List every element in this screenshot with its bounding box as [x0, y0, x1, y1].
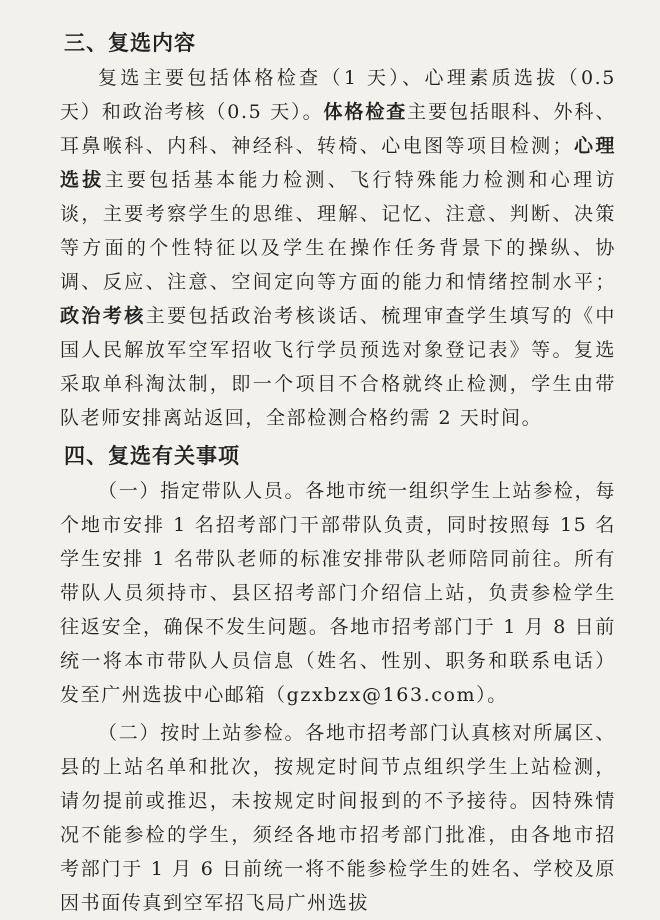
section-4-heading: 四、复选有关事项 — [64, 444, 240, 468]
section-3-paragraph — [60, 61, 616, 435]
section-4-paragraph-2: （二）按时上站参检。各地市招考部门认真核对所属区、县的上站名单和批次，按规定时间节点组织学生上站检测，请勿提前或推迟，未按规定时间报到的不予接待。因特殊情况不能参检的学生，须经各地市招考部门批准，由各地市招考部门于 1 月 6 日前统一将不能参检学生的姓名、学校及原因书面传真到空军招飞局广州选拔 — [60, 722, 616, 914]
para-text-3: 主要包括基本能力检测、飞行特殊能力检测和心理访谈，主要考察学生的思维、理解、记忆、注意、判断、决策等方面的个性特征以及学生在操作任务背景下的操纵、协调、反应、注意、空间定向等方面的能力和情绪控制水平； — [60, 169, 616, 293]
bold-term-physical-exam: 体格检查 — [323, 101, 408, 123]
section-3-heading: 三、复选内容 — [64, 31, 196, 55]
para-text-4: 主要包括政治考核谈话、梳理审查学生填写的《中国人民解放军空军招收飞行学员预选对象登记表》等。复选采取单科淘汰制，即一个项目不合格就终止检测，学生由带队老师安排离站返回，全部检测合格约需 2 天时间。 — [60, 305, 617, 429]
section-4-paragraph-1: （一）指定带队人员。各地市统一组织学生上站参检，每个地市安排 1 名招考部门干部带队负责，同时按照每 15 名学生安排 1 名带队老师的标准安排带队老师陪同前往。所有带队人员须持市、县区招考部门介绍信上站，负责参检学生往返安全，确保不发生问题。各地市招考部门于 1 月 8 日前统一将本市带队人员信息（姓名、性别、职务和联系电话）发至广州选拔中心邮箱（gzxbzx@163.com）。 — [60, 480, 616, 706]
bold-term-psych-selection: 心理选拔 — [60, 135, 617, 191]
para-text-1: 复选主要包括体格检查（1 天）、心理素质选拔（0.5 天）和政治考核（0.5 天）。 — [60, 67, 616, 123]
bold-term-political-review: 政治考核 — [60, 305, 146, 327]
para-text-2: 主要包括眼科、外科、耳鼻喉科、内科、神经科、转椅、心电图等项目检测； — [60, 101, 616, 157]
